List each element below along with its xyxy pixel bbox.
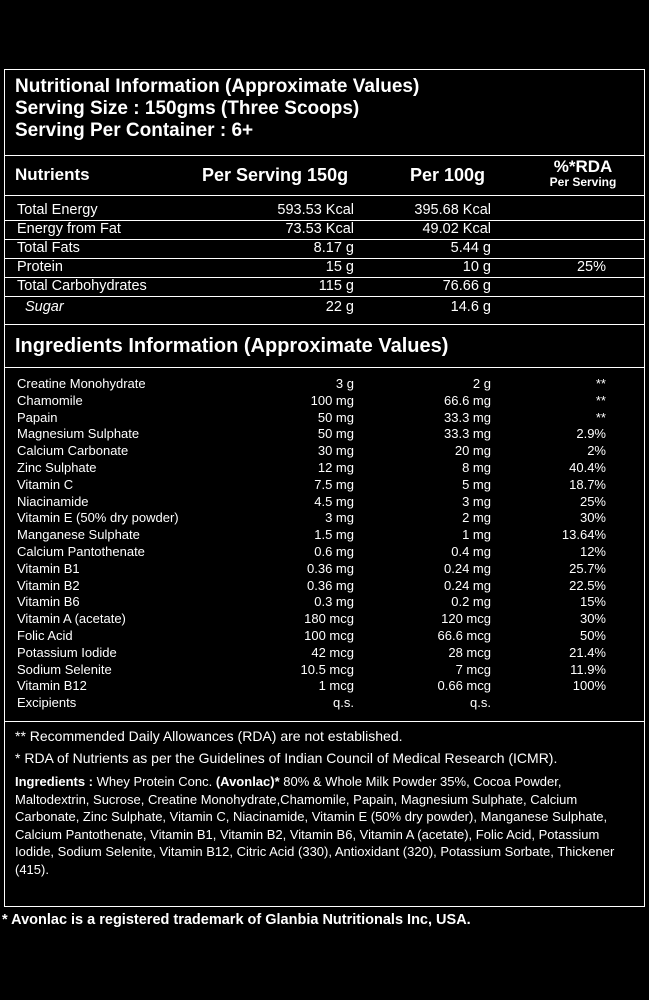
- ingredient-name: Vitamin B1: [17, 560, 80, 576]
- header-title: Nutritional Information (Approximate Values): [15, 76, 420, 97]
- ingredient-rda: 100%: [572, 678, 606, 694]
- ingredient-per-100g: 66.6 mg: [444, 392, 491, 408]
- nutrient-name: Energy from Fat: [17, 221, 121, 237]
- ingredient-rda: 25%: [579, 493, 606, 509]
- nutrient-row: [5, 298, 644, 317]
- nutrient-name: Protein: [17, 259, 63, 275]
- ingredient-rda: 18.7%: [569, 476, 606, 492]
- ingredient-row: [5, 578, 644, 595]
- ingredient-per-serving: 100 mcg: [304, 628, 354, 643]
- ingredient-name: Calcium Pantothenate: [17, 544, 145, 559]
- ingredient-per-100g: 2 mg: [462, 510, 491, 526]
- ingredient-per-100g: 5 mg: [462, 476, 491, 492]
- ingredient-row: [5, 527, 644, 544]
- nutrient-name: Total Energy: [17, 202, 98, 218]
- ingredient-per-serving: 50 mg: [317, 426, 354, 442]
- ingredient-per-100g: 7 mcg: [455, 661, 491, 677]
- ingredient-per-100g: 33.3 mg: [444, 409, 491, 425]
- ingredient-per-100g: 28 mcg: [448, 644, 491, 660]
- ingredient-per-serving: 50 mg: [317, 409, 354, 425]
- ingredient-row: [5, 695, 644, 712]
- nutrient-row: [5, 258, 644, 278]
- ingredient-per-100g: 2 g: [472, 376, 491, 391]
- ingredient-row: [5, 561, 644, 578]
- nutrient-per-100g: 49.02 Kcal: [422, 221, 491, 237]
- divider: [5, 367, 644, 368]
- ingredient-rda: 50%: [579, 628, 606, 643]
- ingredient-rda: 30%: [579, 510, 606, 526]
- ingredient-name: Excipients: [17, 695, 77, 711]
- ingredient-row: [5, 443, 644, 460]
- ingredient-per-100g: 33.3 mg: [444, 426, 491, 442]
- ingredient-per-100g: 20 mg: [454, 443, 491, 459]
- nutrient-name: Sugar: [25, 299, 64, 315]
- ingredient-name: Calcium Carbonate: [17, 443, 129, 459]
- ingredient-row: [5, 662, 644, 679]
- ingredient-per-serving: 1.5 mg: [314, 527, 354, 543]
- ingredient-per-100g: q.s.: [470, 695, 491, 711]
- ingredient-name: Vitamin C: [17, 476, 74, 492]
- label-header: [15, 76, 419, 142]
- rda-sublabel: Per Serving: [549, 175, 617, 189]
- ingredient-per-serving: 100 mg: [310, 392, 354, 408]
- ingredients-label: Ingredients :: [15, 774, 97, 789]
- ingredient-per-serving: 0.6 mg: [314, 544, 354, 559]
- ingredient-row: [5, 645, 644, 662]
- nutrient-per-serving: 8.17 g: [313, 240, 354, 256]
- ingredient-per-100g: 3 mg: [462, 493, 491, 509]
- ingredient-row: [5, 628, 644, 645]
- ingredient-per-serving: 1 mcg: [318, 678, 354, 694]
- ingredient-rda: **: [595, 409, 606, 425]
- ingredient-per-serving: q.s.: [333, 695, 354, 711]
- ingredient-rda: 21.4%: [569, 644, 606, 660]
- ingredient-name: Creatine Monohydrate: [17, 376, 146, 391]
- divider: [5, 195, 644, 196]
- ingredient-per-serving: 180 mcg: [304, 611, 354, 627]
- ingredients-info-title: Ingredients Information (Approximate Values): [15, 335, 449, 357]
- ingredient-per-serving: 7.5 mg: [314, 476, 354, 492]
- ingredients-brand: (Avonlac)*: [215, 774, 280, 789]
- nutrient-per-serving: 22 g: [325, 299, 354, 315]
- ingredient-per-serving: 3 mg: [325, 510, 354, 526]
- nutrient-row: [5, 277, 644, 297]
- servings-per-container: Serving Per Container : 6+: [15, 120, 254, 141]
- ingredient-row: [5, 460, 644, 477]
- nutrient-row: [5, 239, 644, 259]
- ingredient-name: Niacinamide: [17, 493, 89, 509]
- col-per-serving: Per Serving 150g: [202, 165, 349, 185]
- ingredient-row: [5, 510, 644, 527]
- ingredient-name: Chamomile: [17, 392, 83, 408]
- ingredient-per-serving: 10.5 mcg: [300, 661, 354, 677]
- nutrient-rda: 25%: [576, 259, 606, 275]
- nutrient-per-serving: 73.53 Kcal: [285, 221, 354, 237]
- nutrient-name: Total Carbohydrates: [17, 278, 147, 294]
- ingredient-row: [5, 393, 644, 410]
- ingredient-per-serving: 0.3 mg: [314, 594, 354, 610]
- ingredient-rda: 11.9%: [570, 661, 606, 677]
- ingredient-per-serving: 12 mg: [317, 460, 354, 475]
- ingredient-per-serving: 4.5 mg: [314, 493, 354, 509]
- ingredient-rda: 25.7%: [569, 560, 606, 576]
- ingredients-part2: 80% & Whole Milk Powder 35%, Cocoa Powder, Maltodextrin, Sucrose, Creatine Monohydrate,Chamomile, Papain, Magnesium Sulphate, Calcium Carbonate, Zinc Sulphate, Vitamin C, Niacinamide, Vitamin E (50% dry powder), Manganese Sulphate, Calcium Pantothenate, Vitamin B1, Vitamin B2, Vitamin B6, Vitamin A (acetate), Folic Acid, Potassium Iodide, Sodium Selenite, Vitamin B12, Citric Acid (330), Antioxidant (320), Potassium Sorbate, Thickener (415).: [15, 774, 615, 877]
- ingredient-row: [5, 611, 644, 628]
- ingredient-row: [5, 678, 644, 695]
- nutrient-per-100g: 76.66 g: [442, 278, 491, 294]
- ingredient-name: Folic Acid: [17, 628, 73, 643]
- ingredients-list: [15, 773, 637, 878]
- divider: [5, 721, 644, 722]
- ingredient-name: Sodium Selenite: [17, 661, 112, 677]
- divider: [5, 155, 644, 156]
- trademark-note: * Avonlac is a registered trademark of Glanbia Nutritionals Inc, USA.: [2, 912, 471, 928]
- ingredient-rda: **: [595, 376, 606, 391]
- ingredients-part1: Whey Protein Conc.: [96, 774, 216, 789]
- ingredient-row: [5, 544, 644, 561]
- ingredient-per-serving: 42 mcg: [311, 644, 354, 660]
- ingredient-per-100g: 120 mcg: [441, 611, 491, 627]
- ingredient-row: [5, 477, 644, 494]
- ingredient-name: Magnesium Sulphate: [17, 426, 140, 442]
- ingredient-rda: 13.64%: [561, 527, 606, 543]
- ingredient-rda: 40.4%: [569, 460, 606, 475]
- ingredient-name: Vitamin B12: [17, 678, 87, 694]
- ingredient-per-serving: 30 mg: [317, 443, 354, 459]
- ingredient-per-100g: 1 mg: [462, 527, 491, 543]
- ingredient-name: Zinc Sulphate: [17, 460, 97, 475]
- nutrient-per-serving: 15 g: [325, 259, 354, 275]
- ingredient-name: Vitamin A (acetate): [17, 611, 126, 627]
- ingredient-rda: 2.9%: [576, 426, 606, 442]
- ingredient-name: Potassium Iodide: [17, 644, 117, 660]
- ingredient-rda: 12%: [579, 544, 606, 559]
- nutrient-per-serving: 593.53 Kcal: [277, 202, 354, 218]
- ingredient-rda: 22.5%: [569, 577, 606, 593]
- nutrient-per-serving: 115 g: [318, 278, 354, 294]
- nutrient-row: [5, 220, 644, 240]
- ingredient-row: [5, 594, 644, 611]
- ingredient-per-100g: 0.24 mg: [444, 560, 491, 576]
- ingredient-rda: 2%: [587, 443, 606, 459]
- ingredient-row: [5, 376, 644, 393]
- ingredient-row: [5, 410, 644, 427]
- col-per-100g: Per 100g: [410, 165, 486, 185]
- ingredient-per-100g: 8 mg: [462, 460, 491, 475]
- divider: [5, 324, 644, 325]
- ingredient-name: Vitamin E (50% dry powder): [17, 510, 179, 526]
- ingredient-rda: 30%: [579, 611, 606, 627]
- ingredient-per-100g: 66.6 mcg: [437, 628, 491, 643]
- nutrient-per-100g: 395.68 Kcal: [414, 202, 491, 218]
- ingredient-name: Manganese Sulphate: [17, 527, 140, 543]
- nutrient-row: [5, 201, 644, 221]
- ingredient-per-100g: 0.2 mg: [451, 594, 491, 610]
- ingredient-name: Papain: [17, 409, 58, 425]
- nutrient-name: Total Fats: [17, 240, 80, 256]
- nutrient-per-100g: 14.6 g: [450, 299, 491, 315]
- note-rda-not-established: ** Recommended Daily Allowances (RDA) are not established.: [15, 728, 403, 744]
- ingredient-per-100g: 0.4 mg: [451, 544, 491, 559]
- col-rda: [533, 158, 633, 189]
- ingredient-per-serving: 0.36 mg: [307, 560, 354, 576]
- ingredient-rda: 15%: [579, 594, 606, 610]
- nutrition-label-panel: [4, 69, 645, 907]
- ingredient-rda: **: [595, 392, 606, 408]
- note-rda-icmr: * RDA of Nutrients as per the Guidelines of Indian Council of Medical Research (ICMR).: [15, 750, 558, 766]
- ingredient-name: Vitamin B6: [17, 594, 80, 610]
- rda-label: %*RDA: [553, 157, 613, 176]
- col-nutrients: Nutrients: [15, 165, 90, 184]
- ingredient-row: [5, 494, 644, 511]
- nutrient-per-100g: 10 g: [462, 259, 491, 275]
- ingredient-per-serving: 3 g: [335, 376, 354, 391]
- serving-size: Serving Size : 150gms (Three Scoops): [15, 98, 360, 119]
- ingredient-per-100g: 0.66 mcg: [437, 678, 491, 694]
- ingredient-name: Vitamin B2: [17, 577, 80, 593]
- nutrient-per-100g: 5.44 g: [450, 240, 491, 256]
- ingredient-row: [5, 426, 644, 443]
- ingredient-per-serving: 0.36 mg: [307, 577, 354, 593]
- ingredient-per-100g: 0.24 mg: [444, 577, 491, 593]
